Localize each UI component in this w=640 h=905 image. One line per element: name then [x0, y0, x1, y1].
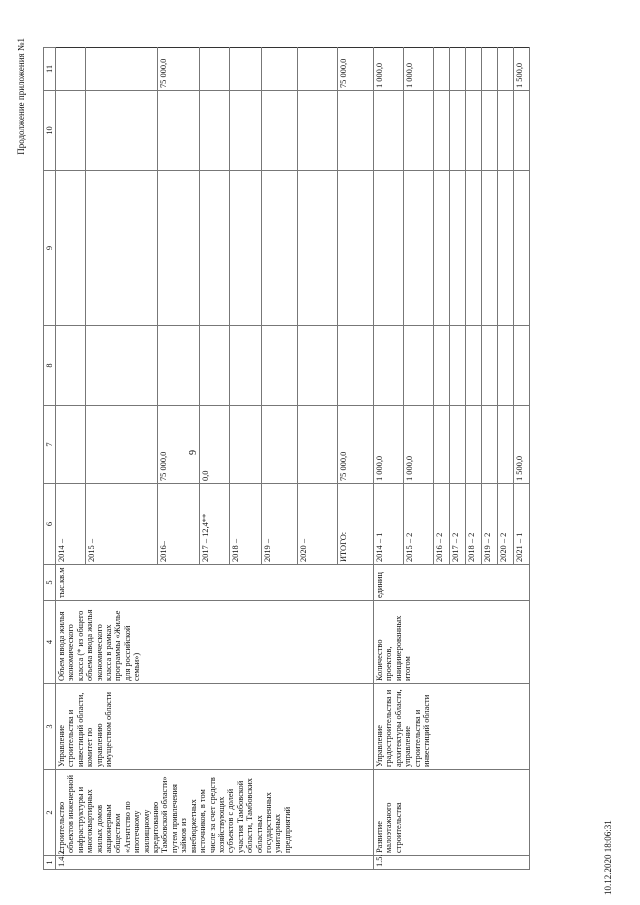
year-cell: 2018 – — [230, 484, 262, 565]
value-cell — [482, 406, 498, 484]
year-cell: 2017 – 12,4** — [200, 484, 230, 565]
item-executor: Управление градостроительства и архитектуры области, управление строительства и инвестиций области — [374, 684, 530, 770]
header-cell: 10 — [44, 91, 56, 171]
value-cell: 75 000,0 — [338, 406, 374, 484]
header-cell: 7 — [44, 406, 56, 484]
header-cell: 3 — [44, 684, 56, 770]
total-cell — [434, 48, 450, 91]
total-cell — [482, 48, 498, 91]
total-cell — [86, 48, 158, 91]
total-cell — [450, 48, 466, 91]
header-cell: 6 — [44, 484, 56, 565]
header-cell: 1 — [44, 856, 56, 870]
year-cell: ИТОГО: — [338, 484, 374, 565]
header-cell: 11 — [44, 48, 56, 91]
total-cell — [200, 48, 230, 91]
header-cell: 5 — [44, 565, 56, 601]
year-cell: 2016 – 2 — [434, 484, 450, 565]
value-cell — [56, 406, 86, 484]
value-cell: 75 000,0 — [158, 406, 200, 484]
table-row — [56, 48, 86, 870]
value-cell: 1 500,0 — [514, 406, 530, 484]
year-cell: 2018 – 2 — [466, 484, 482, 565]
table-row — [374, 48, 404, 870]
item-number: 1.5. — [374, 856, 530, 870]
year-cell: 2014 – — [56, 484, 86, 565]
total-cell — [56, 48, 86, 91]
value-cell — [86, 406, 158, 484]
total-cell: 1 000,0 — [404, 48, 434, 91]
program-table — [43, 47, 530, 870]
value-cell — [450, 406, 466, 484]
value-cell — [498, 406, 514, 484]
year-cell: 2020 – 2 — [498, 484, 514, 565]
appendix-note: Продолжение приложения №1 — [16, 38, 26, 155]
value-cell: 0,0 — [200, 406, 230, 484]
total-cell — [262, 48, 298, 91]
value-cell: 1 000,0 — [374, 406, 404, 484]
header-cell: 4 — [44, 601, 56, 684]
value-cell: 1 000,0 — [404, 406, 434, 484]
header-cell: 2 — [44, 770, 56, 856]
year-cell: 2020 – — [298, 484, 338, 565]
value-cell — [262, 406, 298, 484]
total-cell: 75 000,0 — [158, 48, 200, 91]
total-cell: 1 500,0 — [514, 48, 530, 91]
page-number: 9 — [188, 450, 199, 455]
year-cell: 2016– — [158, 484, 200, 565]
header-cell: 9 — [44, 171, 56, 326]
value-cell — [230, 406, 262, 484]
item-unit: единиц — [374, 565, 530, 601]
item-name: строительство объектов инженерной инфраструктуры и многоквартирных жилых домов акционерным обществом «Агентство по ипотечному жилищному кредитованию Тамбовской области» путем привлечения займов из внебюджетных источников, в том числе за счет средств хозяйствующих субъектов с долей участия Тамбовской области, Тамбовских областных государственных унитарных предприятий — [56, 770, 374, 856]
value-cell — [434, 406, 450, 484]
print-timestamp: 10.12.2020 18:06:31 — [603, 820, 613, 895]
item-indicator: Объем ввода жилья экономического класса (* из общего объема ввода жилья экономического класса в рамках программы «Жилье для российской семьи») — [56, 601, 374, 684]
item-name: Развитие малоэтажного строительства — [374, 770, 530, 856]
year-cell: 2019 – 2 — [482, 484, 498, 565]
year-cell: 2017 – 2 — [450, 484, 466, 565]
item-number: 1.4.2. — [56, 856, 374, 870]
total-cell — [498, 48, 514, 91]
item-executor: Управление строительства и инвестиций области, комитет по управлению имуществом области — [56, 684, 374, 770]
year-cell: 2015 – — [86, 484, 158, 565]
total-cell — [466, 48, 482, 91]
total-cell — [230, 48, 262, 91]
total-cell: 1 000,0 — [374, 48, 404, 91]
year-cell: 2014 – 1 — [374, 484, 404, 565]
value-cell — [466, 406, 482, 484]
header-cell: 8 — [44, 326, 56, 406]
total-cell — [298, 48, 338, 91]
item-indicator: Количество проектов, иницииерованных итогом — [374, 601, 530, 684]
year-cell: 2015 – 2 — [404, 484, 434, 565]
year-cell: 2019 – — [262, 484, 298, 565]
header-row — [44, 48, 56, 870]
value-cell — [298, 406, 338, 484]
total-cell: 75 000,0 — [338, 48, 374, 91]
item-unit: тыс.кв.м — [56, 565, 374, 601]
year-cell: 2021 – 1 — [514, 484, 530, 565]
